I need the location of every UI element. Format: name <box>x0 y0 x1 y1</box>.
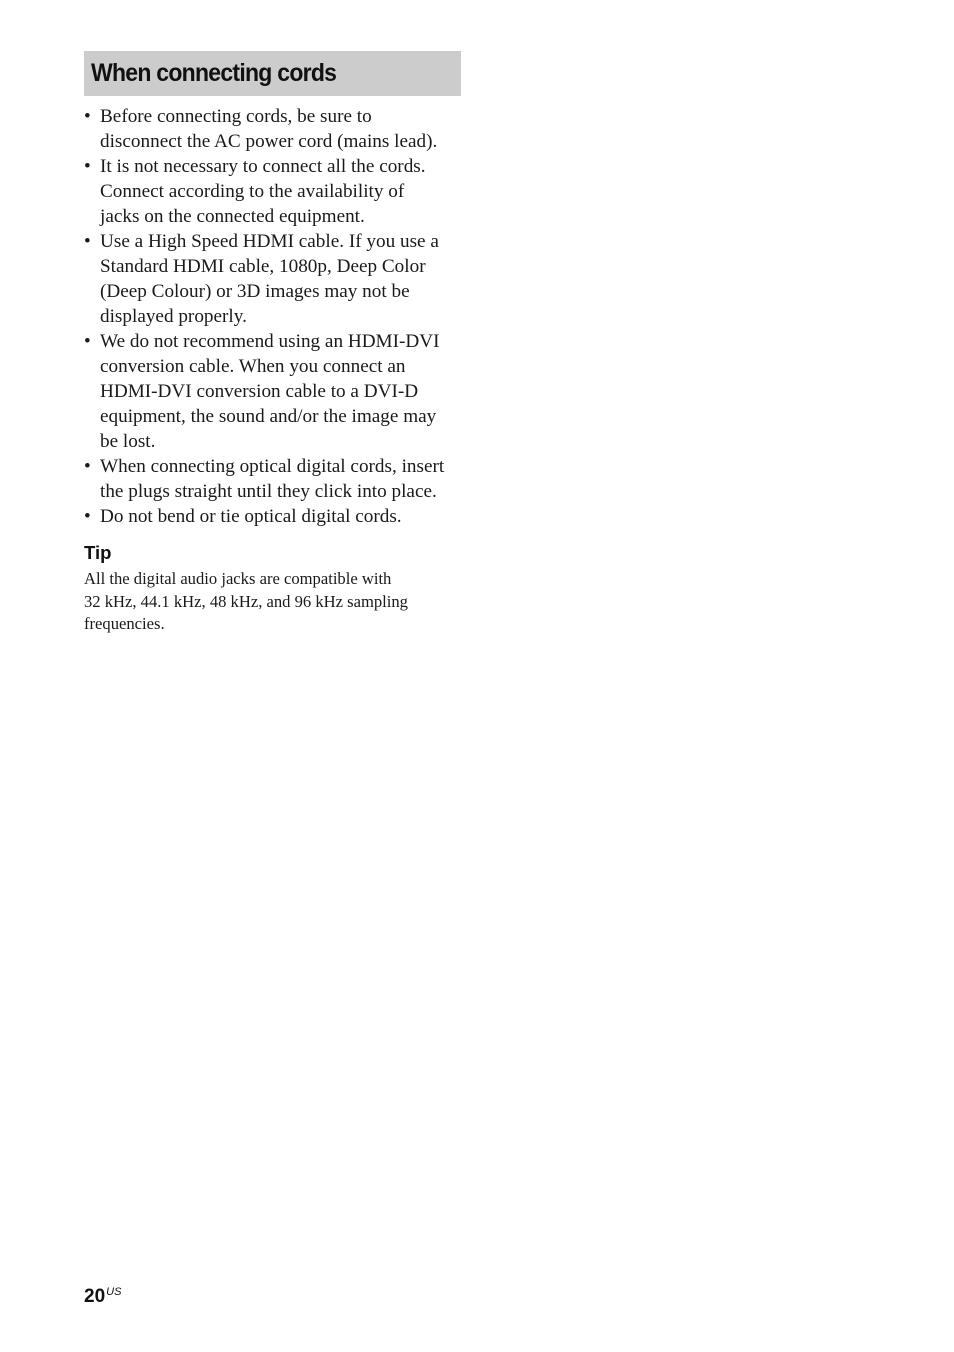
list-item-line: Connect according to the availability of <box>100 181 405 202</box>
bullet-icon: • <box>84 231 91 252</box>
list-item-line: equipment, the sound and/or the image may <box>100 406 437 427</box>
list-item-line: be lost. <box>100 431 156 452</box>
list-item-line: Do not bend or tie optical digital cords. <box>100 506 402 527</box>
list-item-line: conversion cable. When you connect an <box>100 356 406 377</box>
list-item-line: the plugs straight until they click into place. <box>100 481 437 502</box>
list-item-line: Use a High Speed HDMI cable. If you use a <box>100 231 439 252</box>
list-item-line: We do not recommend using an HDMI-DVI <box>100 331 440 352</box>
list-item <box>84 454 474 504</box>
list-item-line: It is not necessary to connect all the cords. <box>100 156 426 177</box>
list-item <box>84 504 474 529</box>
bullet-icon: • <box>84 456 91 477</box>
tip-line: frequencies. <box>84 614 165 633</box>
tip-line: All the digital audio jacks are compatible with <box>84 569 392 588</box>
list-item-line: (Deep Colour) or 3D images may not be <box>100 281 410 302</box>
list-item <box>84 154 474 229</box>
region-suffix: US <box>106 1286 122 1298</box>
list-item-line: Standard HDMI cable, 1080p, Deep Color <box>100 256 426 277</box>
bullet-icon: • <box>84 331 91 352</box>
list-item-line: jacks on the connected equipment. <box>100 206 365 227</box>
section-title: When connecting cords <box>91 59 337 87</box>
list-item-line: displayed properly. <box>100 306 247 327</box>
list-item <box>84 104 474 154</box>
bullet-icon: • <box>84 506 91 527</box>
list-item <box>84 329 474 454</box>
tip-body <box>84 568 474 636</box>
precautions-list <box>84 104 474 529</box>
page-number <box>84 1280 121 1309</box>
section-header <box>84 51 461 96</box>
page-number-value: 20 <box>84 1286 106 1307</box>
list-item-line: HDMI-DVI conversion cable to a DVI-D <box>100 381 419 402</box>
list-item-line: Before connecting cords, be sure to <box>100 106 372 127</box>
bullet-icon: • <box>84 106 91 127</box>
tip-line: 32 kHz, 44.1 kHz, 48 kHz, and 96 kHz sampling <box>84 591 408 611</box>
list-item <box>84 229 474 329</box>
list-item-line: When connecting optical digital cords, insert <box>100 456 445 477</box>
list-item-line: disconnect the AC power cord (mains lead). <box>100 131 438 152</box>
tip-heading: Tip <box>84 542 112 563</box>
bullet-icon: • <box>84 156 91 177</box>
